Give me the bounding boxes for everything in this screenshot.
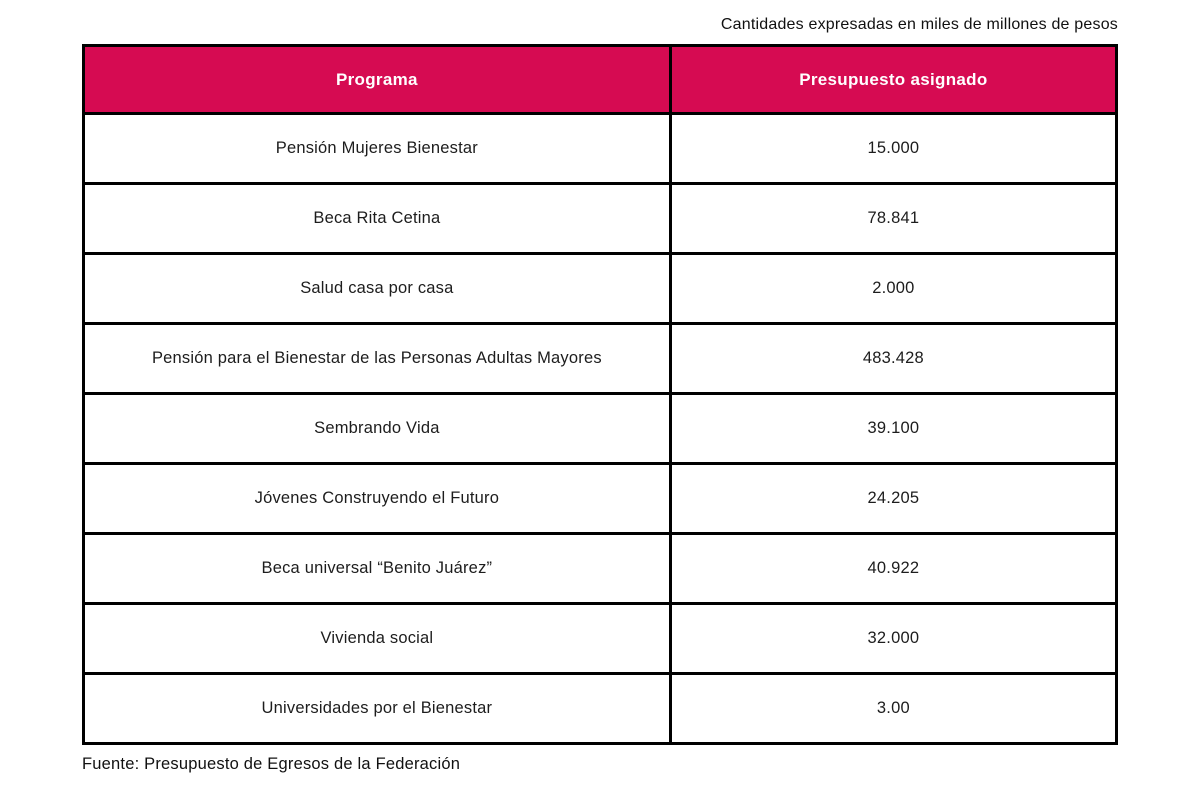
table-row xyxy=(84,114,1117,184)
program-cell: Sembrando Vida xyxy=(84,394,671,464)
program-cell: Beca Rita Cetina xyxy=(84,184,671,254)
column-header-programa: Programa xyxy=(84,46,671,114)
table-row xyxy=(84,394,1117,464)
column-header-presupuesto: Presupuesto asignado xyxy=(670,46,1116,114)
table-row xyxy=(84,534,1117,604)
header-row xyxy=(84,46,1117,114)
program-cell: Pensión para el Bienestar de las Personas Adultas Mayores xyxy=(84,324,671,394)
source-note: Fuente: Presupuesto de Egresos de la Federación xyxy=(82,755,461,773)
units-caption: Cantidades expresadas en miles de millones de pesos xyxy=(720,16,1118,33)
budget-cell: 40.922 xyxy=(670,534,1116,604)
program-cell: Beca universal “Benito Juárez” xyxy=(84,534,671,604)
table-row xyxy=(84,674,1117,744)
budget-cell: 3.00 xyxy=(670,674,1116,744)
budget-cell: 78.841 xyxy=(670,184,1116,254)
table-row xyxy=(84,184,1117,254)
table-row xyxy=(84,324,1117,394)
program-cell: Jóvenes Construyendo el Futuro xyxy=(84,464,671,534)
budget-cell: 39.100 xyxy=(670,394,1116,464)
budget-cell: 24.205 xyxy=(670,464,1116,534)
table-row xyxy=(84,604,1117,674)
budget-table xyxy=(82,44,1118,745)
program-cell: Salud casa por casa xyxy=(84,254,671,324)
budget-cell: 15.000 xyxy=(670,114,1116,184)
budget-cell: 2.000 xyxy=(670,254,1116,324)
program-cell: Pensión Mujeres Bienestar xyxy=(84,114,671,184)
program-cell: Universidades por el Bienestar xyxy=(84,674,671,744)
program-cell: Vivienda social xyxy=(84,604,671,674)
budget-cell: 32.000 xyxy=(670,604,1116,674)
table-row xyxy=(84,254,1117,324)
budget-cell: 483.428 xyxy=(670,324,1116,394)
table-row xyxy=(84,464,1117,534)
